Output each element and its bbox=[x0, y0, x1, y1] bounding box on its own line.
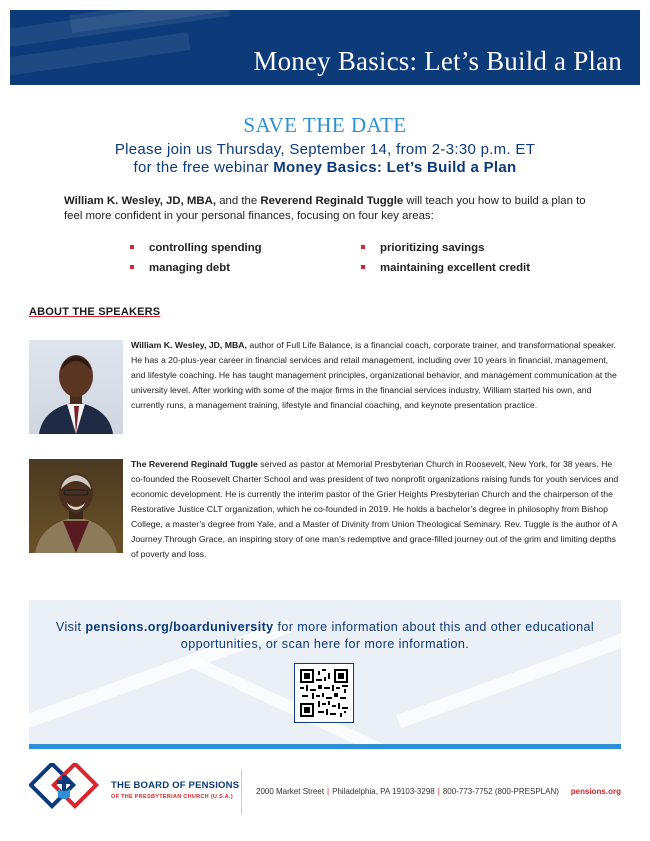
intro-speaker1: William K. Wesley, JD, MBA, bbox=[64, 195, 217, 207]
portrait-illustration bbox=[29, 459, 123, 553]
bullet-icon bbox=[130, 265, 134, 269]
divider bbox=[29, 744, 621, 749]
speaker-bio-text: author of Full Life Balance, is a financial coach, corporate trainer, and transformational speaker. He has a 20-plus-year career in financial services and retail management, including over 10 years in financial, management, and lifestyle coaching. He has taught management principles, organizational behavior, and management communication at the university level. After working with some of the major firms in the financial services industry, William started his own, and currently runs, a management training, lifestyle and financial coaching, and keynote presentation practice. bbox=[131, 340, 617, 410]
about-speakers-heading: ABOUT THE SPEAKERS bbox=[29, 306, 161, 318]
street-address: 2000 Market Street bbox=[256, 787, 325, 796]
speaker-bio-wesley bbox=[131, 338, 621, 413]
website-link[interactable]: pensions.org bbox=[570, 787, 621, 796]
board-university-link[interactable]: pensions.org/boarduniversity bbox=[85, 620, 274, 634]
list-item bbox=[130, 241, 262, 261]
board-of-pensions-logo bbox=[29, 763, 107, 813]
list-item bbox=[361, 241, 530, 261]
intro-speaker2: Reverend Reginald Tuggle bbox=[260, 195, 404, 207]
org-name: THE BOARD OF PENSIONS bbox=[111, 780, 240, 791]
speaker-name: William K. Wesley, JD, MBA, bbox=[131, 340, 247, 350]
speaker-photo-tuggle bbox=[29, 459, 123, 553]
visit-text bbox=[29, 619, 621, 653]
key-areas-list-right bbox=[361, 241, 530, 281]
footer-divider bbox=[241, 770, 242, 814]
more-info-panel bbox=[29, 600, 621, 744]
phone-number: 800-773-7752 (800-PRESPLAN) bbox=[442, 787, 559, 796]
list-item bbox=[361, 261, 530, 281]
header-banner bbox=[10, 10, 640, 85]
key-area-label: maintaining excellent credit bbox=[380, 262, 531, 274]
save-the-date-heading: SAVE THE DATE bbox=[243, 113, 407, 137]
qr-code-icon bbox=[300, 669, 348, 717]
invite-prefix: for the free webinar bbox=[133, 159, 274, 176]
key-area-label: controlling spending bbox=[149, 242, 262, 254]
list-item bbox=[130, 261, 262, 281]
bullet-icon bbox=[361, 245, 365, 249]
intro-rest: will teach you how to build a plan to feel more confident in your personal finances, focusing on four key areas: bbox=[64, 195, 586, 222]
portrait-illustration bbox=[29, 340, 123, 434]
city-address: Philadelphia, PA 19103-3298 bbox=[332, 787, 435, 796]
banner-decoration bbox=[70, 10, 231, 33]
key-area-label: prioritizing savings bbox=[380, 242, 485, 254]
footer-address bbox=[256, 787, 559, 796]
key-areas-list-left bbox=[130, 241, 262, 281]
webinar-invitation bbox=[0, 141, 650, 177]
intro-paragraph bbox=[64, 194, 604, 224]
speaker-bio-text: served as pastor at Memorial Presbyterian Church in Roosevelt, New York, for 38 years. He co-founded the Roosevelt Charter School and was president of two nonprofit organizations raising funds for youth services and economic development. He is currently the interim pastor of the Grier Heights Presbyterian Church and the chairperson of the Restorative Justice CLT organization, which he co-founded in 2019. He holds a bachelor’s degree in philosophy from Bishop College, a master’s degree from Yale, and a Master of Divinity from Union Theological Seminary. Rev. Tuggle is the author of A Journey Through Grace, an inspiring story of one man’s redemptive and grace-filled journey out of the grim and limiting depths of poverty and loss. bbox=[131, 459, 619, 559]
speaker-bio-tuggle bbox=[131, 457, 621, 562]
page-title: Money Basics: Let’s Build a Plan bbox=[253, 46, 622, 76]
intro-connector: and the bbox=[216, 195, 261, 207]
qr-code[interactable] bbox=[294, 663, 354, 723]
visit-rest: for more information about this and other educational opportunities, or scan here for more information. bbox=[180, 620, 595, 651]
separator: | bbox=[437, 787, 440, 796]
bullet-icon bbox=[130, 245, 134, 249]
logo-icon bbox=[29, 763, 107, 813]
webinar-title: Money Basics: Let’s Build a Plan bbox=[273, 159, 517, 176]
speaker-name: The Reverend Reginald Tuggle bbox=[131, 459, 258, 469]
speaker-photo-wesley bbox=[29, 340, 123, 434]
visit-prefix: Visit bbox=[55, 620, 86, 634]
bullet-icon bbox=[361, 265, 365, 269]
invite-date-line: Please join us Thursday, September 14, from 2-3:30 p.m. ET bbox=[114, 141, 536, 158]
key-area-label: managing debt bbox=[149, 262, 231, 274]
org-subtitle: OF THE PRESBYTERIAN CHURCH (U.S.A.) bbox=[111, 794, 234, 800]
separator: | bbox=[327, 787, 330, 796]
invite-webinar-line bbox=[0, 159, 650, 177]
